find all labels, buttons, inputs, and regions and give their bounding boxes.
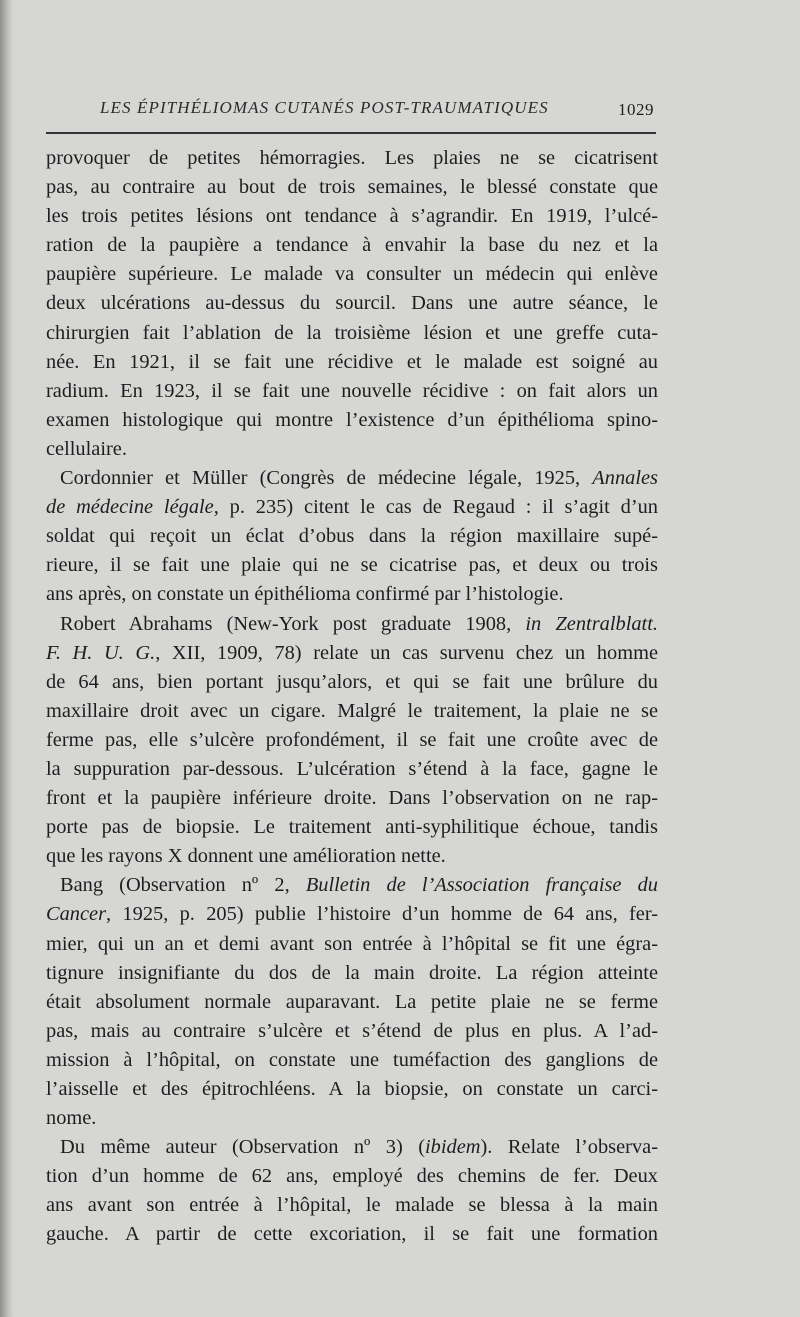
text-line	[46, 1220, 658, 1249]
text-line	[46, 610, 658, 639]
text-run: , p. 235) citent le cas de Regaud : il s’agit d’un	[213, 496, 658, 519]
text-line	[46, 900, 658, 929]
running-head	[100, 98, 656, 118]
text-run: paupière supérieure. Le malade va consulter un médecin qui enlève	[46, 263, 658, 286]
page-number: 1029	[618, 100, 654, 119]
italic-text: ibidem	[425, 1136, 481, 1159]
text-line	[46, 813, 658, 842]
text-line	[46, 755, 658, 784]
text-run: les trois petites lésions ont tendance à s’agrandir. En 1919, l’ulcé-	[46, 205, 658, 228]
text-line	[46, 726, 658, 755]
text-run: la suppuration par-dessous. L’ulcération s’étend à la face, gagne le	[46, 757, 658, 780]
text-line	[46, 1191, 658, 1220]
text-line	[46, 406, 658, 435]
header-rule	[46, 132, 656, 134]
text-run: Du même auteur (Observation nº 3) (	[60, 1136, 426, 1159]
text-line	[46, 842, 658, 871]
text-line	[46, 377, 658, 406]
text-line	[46, 668, 658, 697]
text-line	[46, 551, 658, 580]
text-run: maxillaire droit avec un cigare. Malgré le traitement, la plaie ne se	[46, 699, 658, 722]
text-run: pas, mais au contraire s’ulcère et s’étend de plus en plus. A l’ad-	[46, 1019, 658, 1042]
text-run: ans après, on constate un épithélioma confirmé par l’histologie.	[46, 583, 564, 606]
text-run: de 64 ans, bien portant jusqu’alors, et qui se fait une brûlure du	[46, 670, 658, 693]
text-run: ration de la paupière a tendance à envahir la base du nez et la	[46, 234, 658, 257]
text-run: ferme pas, elle s’ulcère profondément, il se fait une croûte avec de	[46, 728, 658, 751]
text-run: que les rayons X donnent une amélioration nette.	[46, 845, 446, 868]
text-line	[46, 173, 658, 202]
text-run: front et la paupière inférieure droite. Dans l’observation on ne rap-	[46, 787, 658, 810]
text-run: gauche. A partir de cette excoriation, il se fait une formation	[46, 1223, 658, 1246]
text-run: ans avant son entrée à l’hôpital, le malade se blessa à la main	[46, 1194, 658, 1217]
body-text	[46, 144, 658, 1250]
text-line	[46, 959, 658, 988]
text-line	[46, 784, 658, 813]
text-line	[46, 464, 658, 493]
text-line	[46, 522, 658, 551]
text-line	[46, 260, 658, 289]
italic-text: Bulletin de l’Association française du	[305, 874, 658, 897]
italic-text: in Zentralblatt.	[525, 612, 658, 635]
text-line	[46, 1104, 658, 1133]
text-line	[46, 697, 658, 726]
text-line	[46, 231, 658, 260]
text-line	[46, 319, 658, 348]
text-run: tignure insignifiante du dos de la main droite. La région atteinte	[46, 961, 658, 984]
text-run: Robert Abrahams (New-York post graduate 1908,	[60, 612, 526, 635]
italic-text: Annales	[592, 467, 658, 490]
text-run: était absolument normale auparavant. La petite plaie ne se ferme	[46, 990, 658, 1013]
text-run: radium. En 1923, il se fait une nouvelle récidive : on fait alors un	[46, 379, 658, 402]
text-line	[46, 1046, 658, 1075]
text-run: l’aisselle et des épitrochléens. A la biopsie, on constate un carci-	[46, 1078, 658, 1100]
italic-text: de médecine légale	[46, 496, 214, 519]
text-run: cellulaire.	[46, 437, 127, 460]
text-line	[46, 289, 658, 318]
text-run: deux ulcérations au-dessus du sourcil. Dans une autre séance, le	[46, 292, 658, 315]
text-line	[46, 1075, 658, 1104]
text-line	[46, 930, 658, 959]
text-run: mission à l’hôpital, on constate une tuméfaction des ganglions de	[46, 1048, 658, 1071]
text-line	[46, 348, 658, 377]
text-run: tion d’un homme de 62 ans, employé des chemins de fer. Deux	[46, 1165, 658, 1188]
text-run: , XII, 1909, 78) relate un cas survenu chez un homme	[155, 641, 658, 664]
text-line	[46, 202, 658, 231]
text-line	[46, 1017, 658, 1046]
italic-text: Cancer	[46, 903, 107, 926]
text-run: Cordonnier et Müller (Congrès de médecine légale, 1925,	[60, 467, 593, 490]
text-run: porte pas de biopsie. Le traitement anti-syphilitique échoue, tandis	[46, 816, 658, 839]
text-line	[46, 435, 658, 464]
text-line	[46, 988, 658, 1017]
text-line	[46, 1133, 658, 1162]
italic-text: F. H. U. G.	[46, 641, 156, 664]
text-run: provoquer de petites hémorragies. Les plaies ne se cicatrisent	[46, 147, 658, 169]
text-run: examen histologique qui montre l’existence d’un épithélioma spino-	[46, 408, 658, 431]
text-run: , 1925, p. 205) publie l’histoire d’un homme de 64 ans, fer-	[106, 903, 658, 926]
text-line	[46, 144, 658, 173]
text-line	[46, 493, 658, 522]
text-line	[46, 580, 658, 609]
text-run: Bang (Observation nº 2,	[60, 874, 306, 897]
text-run: pas, au contraire au bout de trois semaines, le blessé constate que	[46, 176, 658, 199]
text-run: ). Relate l’observa-	[480, 1136, 658, 1159]
text-line	[46, 871, 658, 900]
text-line	[46, 639, 658, 668]
text-run: soldat qui reçoit un éclat d’obus dans la région maxillaire supé-	[46, 525, 658, 548]
text-line	[46, 1162, 658, 1191]
page-edge-shadow	[0, 0, 14, 1317]
text-run: rieure, il se fait une plaie qui ne se cicatrise pas, et deux ou trois	[46, 554, 658, 577]
text-run: née. En 1921, il se fait une récidive et le malade est soigné au	[46, 350, 658, 373]
text-run: mier, qui un an et demi avant son entrée à l’hôpital se fit une égra-	[46, 932, 658, 955]
text-run: nome.	[46, 1107, 97, 1130]
text-run: chirurgien fait l’ablation de la troisième lésion et une greffe cuta-	[46, 321, 658, 344]
running-head-title: LES ÉPITHÉLIOMAS CUTANÉS POST-TRAUMATIQUES	[100, 98, 549, 117]
